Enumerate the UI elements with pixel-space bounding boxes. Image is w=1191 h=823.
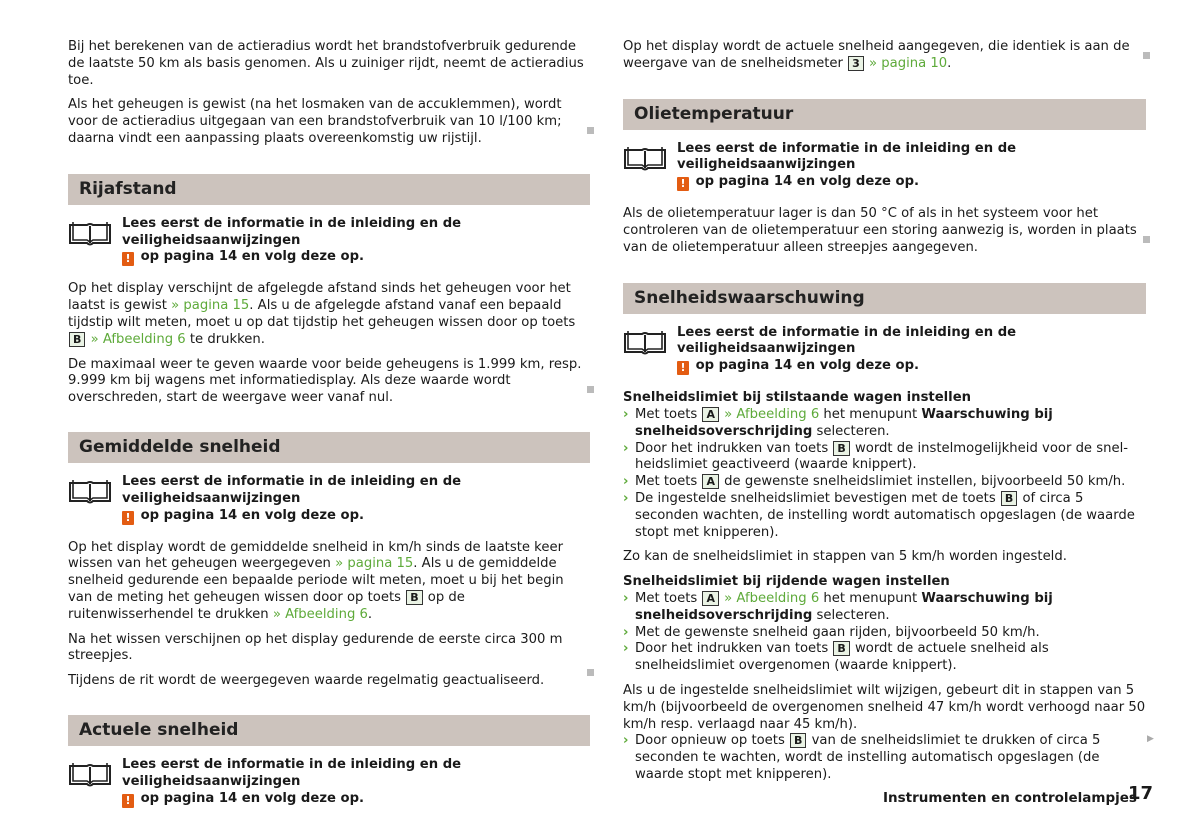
footer-chapter-title: Instrumenten en controlelampjes	[883, 790, 1137, 806]
actuele-paragraph: Op het display wordt de actuele snelheid aangegeven, die identiek is aan de weergave van de snelheidsmeter 3 » pagina 10.	[623, 39, 1130, 71]
intro-paragraph-2: Als het geheugen is gewist (na het losmaken van de accuklemmen), wordt voor de actieradius uitgegaan van een brandstofverbruik van 10 l/100 km; daarna vindt een aanpassing plaats overeenkomstig uw rijstijl.	[68, 97, 562, 146]
heading-actuele-snelheid: Actuele snelheid	[68, 715, 590, 746]
book-icon	[68, 221, 112, 247]
step-item: › De ingestelde snelheidslimiet bevestigen met de toets B of circa 5 seconden wachten, de instelling wordt automatisch opgeslagen (de waarde stopt met knipperen).	[623, 490, 1135, 540]
link-pagina-15[interactable]: » pagina 15	[335, 556, 414, 572]
key-b: B	[833, 441, 849, 456]
chevron-right-icon: ›	[623, 590, 629, 606]
link-afbeelding-6[interactable]: » Afbeelding 6	[272, 606, 368, 622]
gemiddelde-paragraph-3: Tijdens de rit wordt de weergegeven waarde regelmatig geactualiseerd.	[68, 673, 545, 689]
snelheid-middle-paragraph: Zo kan de snelheidslimiet in stappen van 5 km/h worden ingesteld.	[623, 549, 1067, 565]
olie-paragraph: Als de olietemperatuur lager is dan 50 °C of als in het systeem voor het controleren van de olietemperatuur een storing aanwezig is, worden in plaats van de olietemperatuur alleen streepjes aangegeven.	[623, 206, 1137, 255]
step-item: › Met toets A » Afbeelding 6 het menupunt Waarschuwing bij snelheidsoverschrijding selecteren.	[623, 590, 1053, 623]
link-pagina-10[interactable]: » pagina 10	[868, 55, 948, 71]
book-icon	[623, 330, 667, 356]
safety-notice: Lees eerst de informatie in de inleiding en de veiligheidsaanwijzingen ! op pagina 14 en volg deze op.	[68, 474, 590, 525]
continue-arrow-icon: ▶	[1147, 734, 1154, 744]
book-icon	[623, 146, 667, 172]
section-end-marker	[587, 386, 594, 393]
page-reference[interactable]: op pagina 14 en volg deze op.	[695, 174, 920, 190]
key-b: B	[1001, 491, 1017, 506]
chevron-right-icon: ›	[623, 406, 629, 422]
section-end-marker	[587, 669, 594, 676]
chevron-right-icon: ›	[623, 733, 629, 749]
right-column	[623, 39, 1146, 784]
key-a: A	[702, 474, 719, 489]
key-3: 3	[848, 56, 864, 71]
chevron-right-icon: ›	[623, 624, 629, 640]
gemiddelde-paragraph-2: Na het wissen verschijnen op het display gedurende de eerste circa 300 m streepjes.	[68, 631, 563, 664]
key-b: B	[790, 733, 806, 748]
link-afbeelding-6[interactable]: » Afbeelding 6	[724, 406, 820, 422]
safety-notice: Lees eerst de informatie in de inleiding en de veiligheidsaanwijzingen ! op pagina 14 en volg deze op.	[68, 216, 590, 267]
heading-gemiddelde-snelheid: Gemiddelde snelheid	[68, 432, 590, 463]
page-reference[interactable]: op pagina 14 en volg deze op.	[140, 790, 365, 806]
warning-icon: !	[677, 361, 689, 375]
chevron-right-icon: ›	[623, 474, 629, 490]
page-reference[interactable]: op pagina 14 en volg deze op.	[140, 249, 365, 265]
chevron-right-icon: ›	[623, 440, 629, 456]
key-b: B	[406, 590, 422, 605]
link-afbeelding-6[interactable]: » Afbeelding 6	[90, 331, 186, 347]
intro-paragraph-1: Bij het berekenen van de actieradius wordt het brandstofverbruik gedurende de laatste 50 km als basis genomen. Als u zuiniger rijdt, neemt de actieradius toe.	[68, 39, 584, 88]
warning-icon: !	[677, 177, 689, 191]
section-end-marker	[1143, 236, 1150, 243]
section-end-marker	[1143, 52, 1150, 59]
step-item: › Door het indrukken van toets B wordt de instelmogelijkheid voor de snelheidslimiet geactiveerd (waarde knippert).	[623, 440, 1129, 473]
safety-notice: Lees eerst de informatie in de inleiding en de veiligheidsaanwijzingen ! op pagina 14 en volg deze op.	[623, 141, 1146, 192]
heading-olietemperatuur: Olietemperatuur	[623, 99, 1146, 130]
subheading-stilstaand: Snelheidslimiet bij stilstaande wagen instellen	[623, 390, 972, 406]
warning-icon: !	[122, 252, 134, 266]
page-reference[interactable]: op pagina 14 en volg deze op.	[695, 358, 920, 374]
chevron-right-icon: ›	[623, 490, 629, 506]
heading-rijafstand: Rijafstand	[68, 174, 590, 205]
step-item: › Door opnieuw op toets B van de snelheidslimiet te drukken of circa 5 seconden te wachten, wordt de instelling automatisch opgeslagen (de waarde stopt met knipperen).	[623, 733, 1101, 782]
step-item: › Met de gewenste snelheid gaan rijden, bijvoorbeeld 50 km/h.	[623, 624, 1040, 640]
safety-notice: Lees eerst de informatie in de inleiding en de veiligheidsaanwijzingen ! op pagina 14 en volg deze op.	[68, 757, 590, 808]
warning-icon: !	[122, 511, 134, 525]
section-end-marker	[587, 127, 594, 134]
key-a: A	[702, 591, 719, 606]
rijafstand-paragraph-2: De maximaal weer te geven waarde voor beide geheugens is 1.999 km, resp. 9.999 km bij wagens met informatiedisplay. Als deze waarde wordt overschreden, start de weergave weer vanaf nul.	[68, 356, 582, 406]
book-icon	[68, 479, 112, 505]
chevron-right-icon: ›	[623, 641, 629, 657]
key-b: B	[833, 641, 849, 656]
step-item: › Met toets A de gewenste snelheidslimiet instellen, bijvoorbeeld 50 km/h.	[623, 474, 1126, 490]
link-afbeelding-6[interactable]: » Afbeelding 6	[724, 590, 820, 606]
subheading-rijdend: Snelheidslimiet bij rijdende wagen instellen	[623, 574, 950, 590]
key-a: A	[702, 407, 719, 422]
snelheid-end-paragraph: Als u de ingestelde snelheidslimiet wilt wijzigen, gebeurt dit in stappen van 5 km/h (bijvoorbeeld de overgenomen snelheid 47 km/h wordt verhoogd naar 50 km/h resp. verlaagd naar 45 km/h).	[623, 682, 1146, 732]
page-reference[interactable]: op pagina 14 en volg deze op.	[140, 507, 365, 523]
safety-notice: Lees eerst de informatie in de inleiding en de veiligheidsaanwijzingen ! op pagina 14 en volg deze op.	[623, 325, 1146, 376]
rijafstand-paragraph-1: Op het display verschijnt de afgelegde afstand sinds het geheugen voor het laatst is gewist » pagina 15. Als u de afgelegde afstand vanaf een bepaald tijdstip wilt meten, moet u op dat tijdstip het geheugen wissen door op toets B » Afbeelding 6 te drukken.	[68, 281, 576, 347]
step-item: › Met toets A » Afbeelding 6 het menupunt Waarschuwing bij snelheidsoverschrijding selecteren.	[623, 406, 1053, 439]
book-icon	[68, 762, 112, 788]
page-number: 17	[1128, 783, 1154, 804]
key-b: B	[69, 332, 85, 347]
warning-icon: !	[122, 794, 134, 808]
heading-snelheidswaarschuwing: Snelheidswaarschuwing	[623, 283, 1146, 314]
step-item: › Door het indrukken van toets B wordt de actuele snelheid als snelheidslimiet overgenomen (waarde knippert).	[623, 641, 1049, 674]
left-column	[68, 39, 590, 823]
gemiddelde-paragraph-1: Op het display wordt de gemiddelde snelheid in km/h sinds de laatste keer wissen van het geheugen weergegeven » pagina 15. Als u de gemiddelde snelheid gedurende een bepaalde periode wilt meten, moet u bij het begin van de meting het geheugen wissen door op toets B op de ruitenwisserhendel te drukken » Afbeelding 6.	[68, 539, 564, 622]
link-pagina-15[interactable]: » pagina 15	[171, 298, 250, 314]
